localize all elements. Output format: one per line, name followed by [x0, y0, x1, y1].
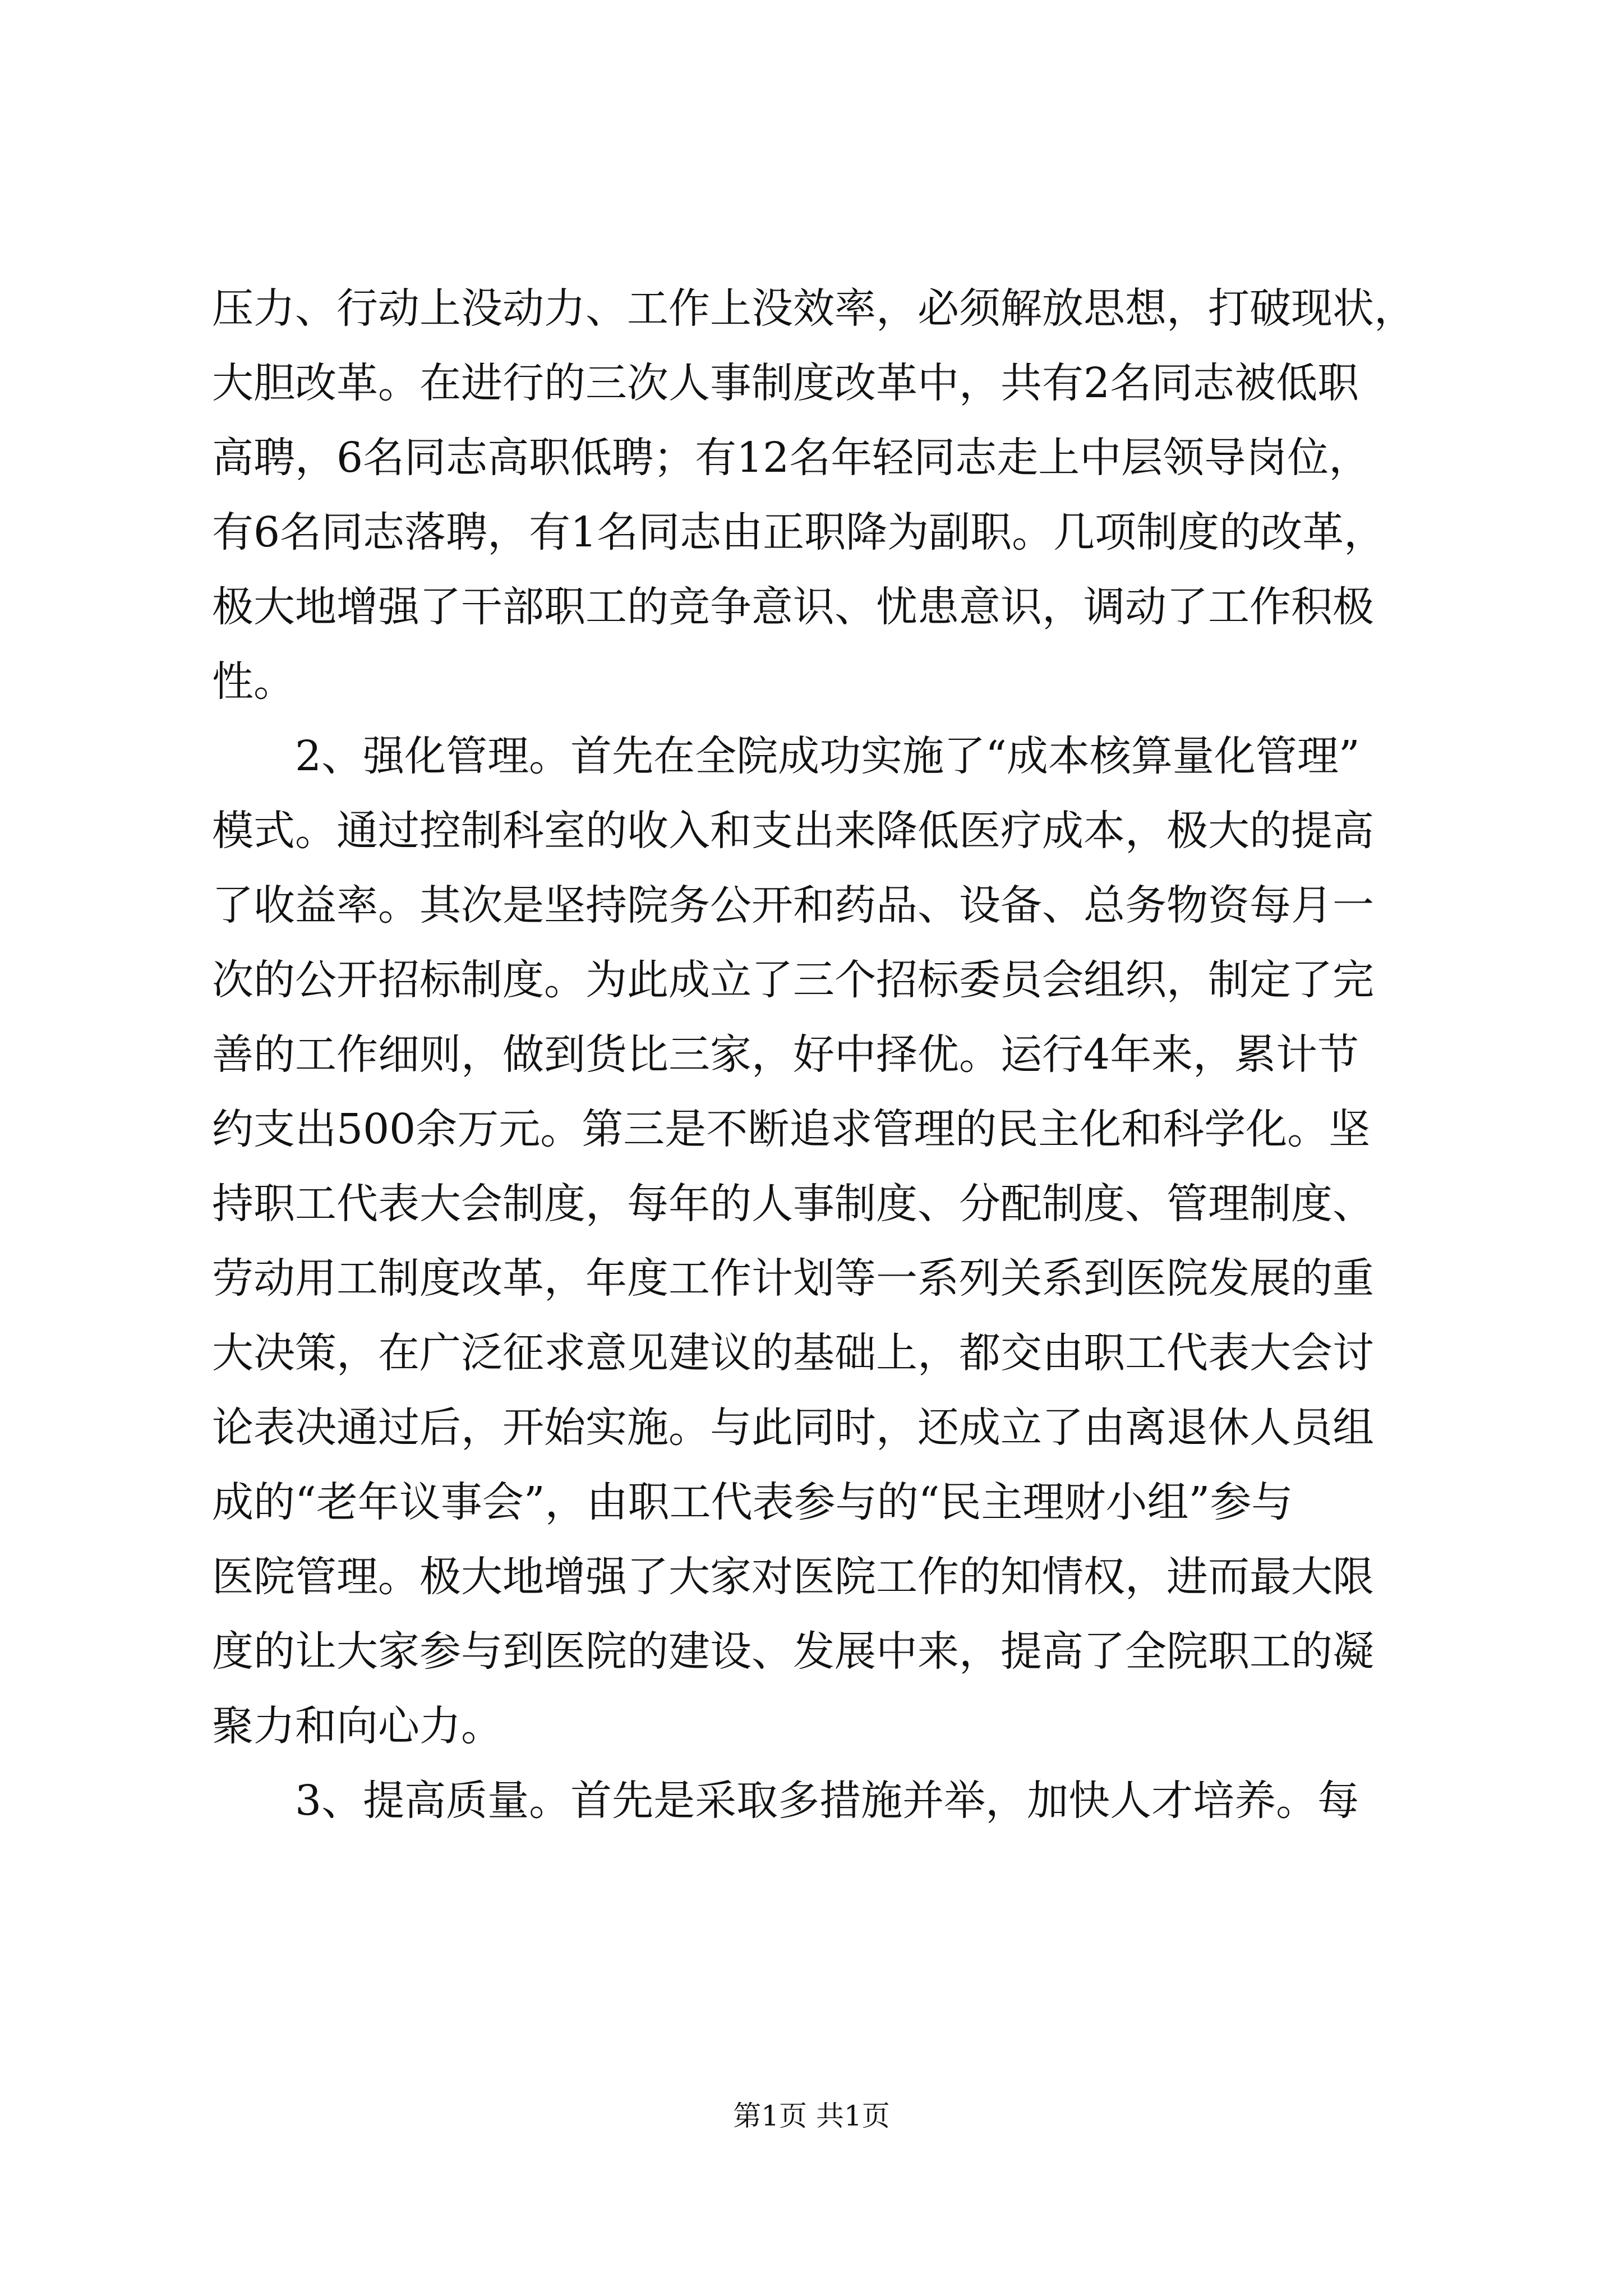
text-line: 约支出500余万元。第三是不断追求管理的民主化和科学化。坚 — [212, 1105, 1371, 1153]
paragraph-start-line: 3、提高质量。首先是采取多措施并举，加快人才培养。每 — [295, 1777, 1359, 1825]
text-line: 论表决通过后，开始实施。与此同时，还成立了由离退休人员组 — [212, 1404, 1374, 1452]
text-line: 有6名同志落聘，有1名同志由正职降为副职。几项制度的改革， — [212, 508, 1386, 556]
paragraph-start-line: 2、强化管理。首先在全院成功实施了“成本核算量化管理” — [295, 732, 1360, 780]
text-line: 医院管理。极大地增强了大家对医院工作的知情权，进而最大限 — [212, 1553, 1374, 1601]
text-line: 次的公开招标制度。为此成立了三个招标委员会组织，制定了完 — [212, 956, 1374, 1004]
text-line: 高聘，6名同志高职低聘；有12名年轻同志走上中层领导岗位， — [212, 434, 1371, 482]
text-line: 压力、行动上没动力、工作上没效率，必须解放思想，打破现状， — [212, 284, 1415, 333]
text-line: 持职工代表大会制度，每年的人事制度、分配制度、管理制度、 — [212, 1180, 1374, 1228]
text-line: 善的工作细则，做到货比三家，好中择优。运行4年来，累计节 — [212, 1030, 1359, 1079]
text-line: 模式。通过控制科室的收入和支出来降低医疗成本，极大的提高 — [212, 807, 1374, 855]
text-line: 大胆改革。在进行的三次人事制度改革中，共有2名同志被低职 — [212, 359, 1359, 407]
text-line: 极大地增强了干部职工的竞争意识、忧患意识，调动了工作积极 — [212, 583, 1374, 631]
text-line: 劳动用工制度改革，年度工作计划等一系列关系到医院发展的重 — [212, 1254, 1374, 1303]
text-line: 度的让大家参与到医院的建设、发展中来，提高了全院职工的凝 — [212, 1627, 1374, 1676]
text-line: 成的“老年议事会”，由职工代表参与的“民主理财小组”参与 — [212, 1478, 1293, 1526]
text-line: 性。 — [212, 657, 295, 706]
page-footer: 第1页 共1页 — [733, 2100, 890, 2132]
text-line: 大决策，在广泛征求意见建议的基础上，都交由职工代表大会讨 — [212, 1329, 1374, 1377]
text-line: 了收益率。其次是坚持院务公开和药品、设备、总务物资每月一 — [212, 881, 1374, 930]
text-line: 聚力和向心力。 — [212, 1702, 502, 1750]
